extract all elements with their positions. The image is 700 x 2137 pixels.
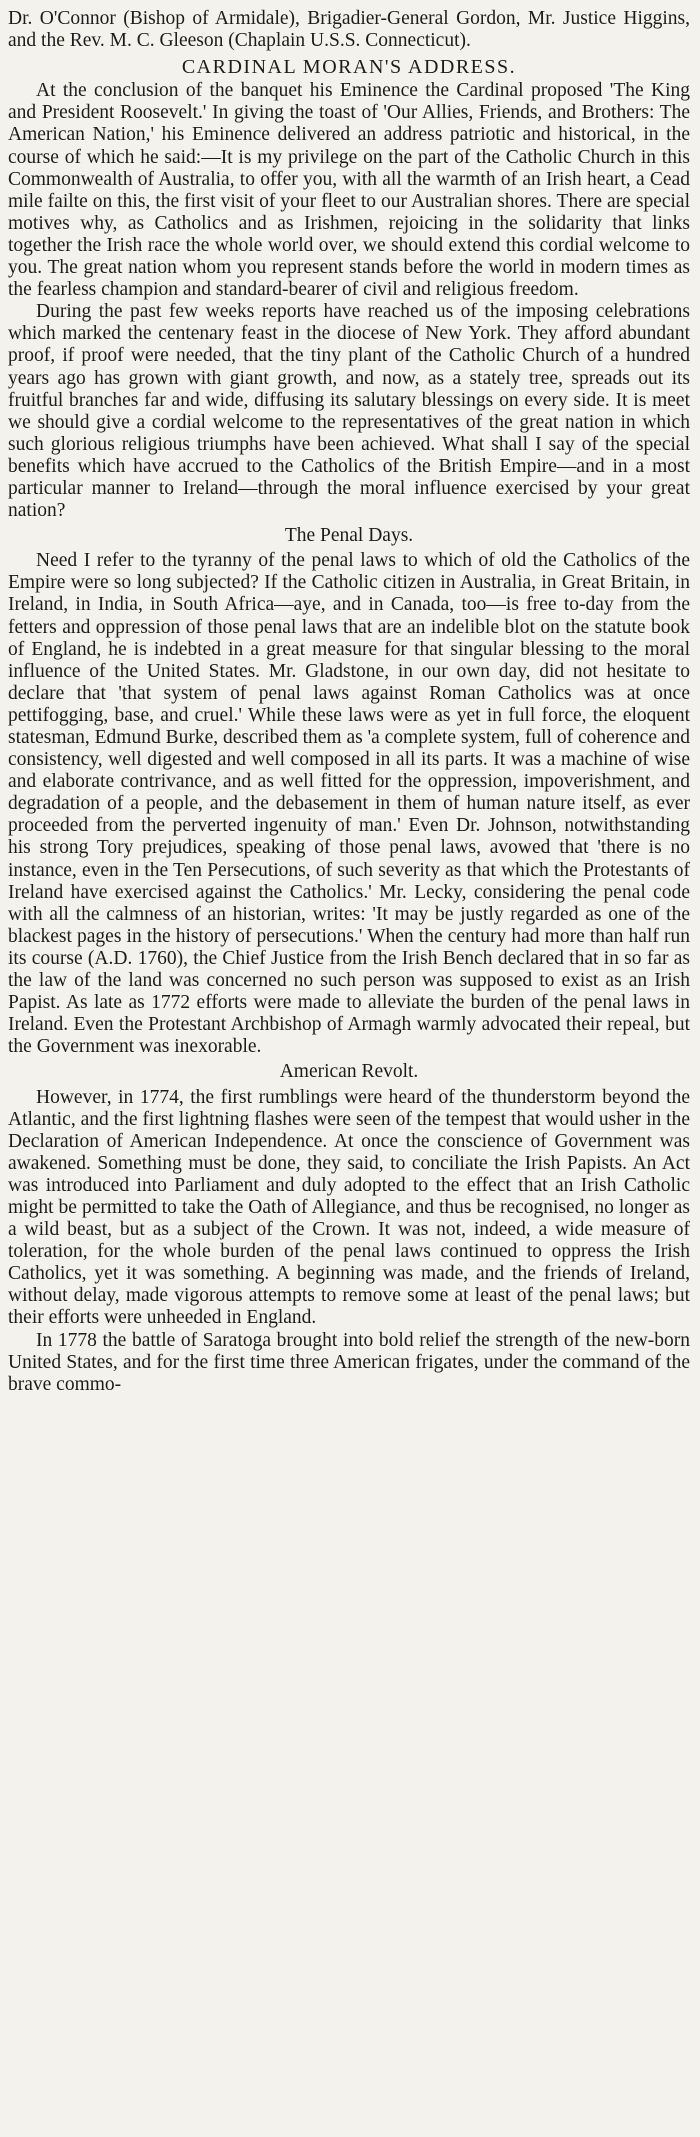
- paragraph-new-york-centenary: During the past few weeks reports have reached us of the imposing celebrations which marked the centenary feast in the diocese of New York. They afford abundant proof, if proof were needed, that the tiny plant of the Catholic Church of a hundred years ago has grown with giant growth, and now, as a stately tree, spreads out its fruitful branches far and wide, diffusing its salutary blessings on every side. It is meet we should give a cordial welcome to the representatives of the great nation in which such glorious religious triumphs have been achieved. What shall I say of the special benefits which have accrued to the Catholics of the British Empire—and in a most particular manner to Ireland—through the moral influence exercised by your great nation?: [8, 301, 690, 522]
- subheading-penal-days: The Penal Days.: [284, 525, 414, 547]
- subheading-american-revolt: American Revolt.: [279, 1061, 419, 1083]
- paragraph-penal-laws: Need I refer to the tyranny of the penal laws to which of old the Catholics of the Empire were so long subjected? If the Catholic citizen in Australia, in Great Britain, in Ireland, in India, in South Africa—aye, and in Canada, too—is free to-day from the fetters and oppression of those penal laws that are an indelible blot on the statute book of England, he is indebted in a great measure for that singular blessing to the moral influence of the United States. Mr. Gladstone, in our own day, did not hesitate to declare that 'that system of penal laws against Roman Catholics was at once pettifogging, base, and cruel.' While these laws were as yet in full force, the eloquent statesman, Edmund Burke, described them as 'a complete system, full of coherence and consistency, well digested and well composed in all its parts. It was a machine of wise and elaborate contrivance, and as well fitted for the oppression, impoverishment, and degradation of a people, and the debasement in them of human nature itself, as ever proceeded from the perverted ingenuity of man.' Even Dr. Johnson, notwithstanding his strong Tory prejudices, speaking of those penal laws, avowed that 'there is no instance, even in the Ten Persecutions, of such severity as that which the Protestants of Ireland have exercised against the Catholics.' Mr. Lecky, considering the penal code with all the calmness of an historian, writes: 'It may be justly regarded as one of the blackest pages in the history of persecutions.' When the century had more than half run its course (A.D. 1760), the Chief Justice from the Irish Bench declared that in so far as the law of the land was concerned no such person was supposed to exist as an Irish Papist. As late as 1772 efforts were made to alleviate the burden of the penal laws in Ireland. Even the Protestant Archbishop of Armagh warmly advocated their repeal, but the Government was inexorable.: [8, 550, 691, 1058]
- address-heading: CARDINAL MORAN'S ADDRESS.: [181, 56, 517, 79]
- intro-paragraph: Dr. O'Connor (Bishop of Armidale), Brigadier-General Gordon, Mr. Justice Higgins, and the Rev. M. C. Gleeson (Chaplain U.S.S. Connecticut).: [8, 8, 690, 52]
- paragraph-saratoga: In 1778 the battle of Saratoga brought into bold relief the strength of the new-born United States, and for the first time three American frigates, under the command of the brave commo-: [8, 1329, 690, 1395]
- paragraph-banquet-toast: At the conclusion of the banquet his Eminence the Cardinal proposed 'The King and President Roosevelt.' In giving the toast of 'Our Allies, Friends, and Brothers: The American Nation,' his Eminence delivered an address patriotic and historical, in the course of which he said:—It is my privilege on the part of the Catholic Church in this Commonwealth of Australia, to offer you, with all the warmth of an Irish heart, a Cead mile failte on this, the first visit of your fleet to our Australian shores. There are special motives why, as Catholics and as Irishmen, rejoicing in the solidarity that links together the Irish race the whole world over, we should extend this cordial welcome to you. The great nation whom you represent stands before the world in modern times as the fearless champion and standard-bearer of civil and religious freedom.: [8, 80, 690, 301]
- paragraph-american-revolt: However, in 1774, the first rumblings were heard of the thunderstorm beyond the Atlantic, and the first lightning flashes were seen of the tempest that would usher in the Declaration of American Independence. At once the conscience of Government was awakened. Something must be done, they said, to conciliate the Irish Papists. An Act was introduced into Parliament and duly adopted to the effect that an Irish Catholic might be permitted to take the Oath of Allegiance, and thus be recognised, no longer as a wild beast, but as a subject of the Crown. It was not, indeed, a wide measure of toleration, for the whole burden of the penal laws continued to oppress the Irish Catholics, yet it was something. A beginning was made, and the friends of Ireland, without delay, made vigorous attempts to remove some at least of the penal laws; but their efforts were unheeded in England.: [8, 1086, 690, 1329]
